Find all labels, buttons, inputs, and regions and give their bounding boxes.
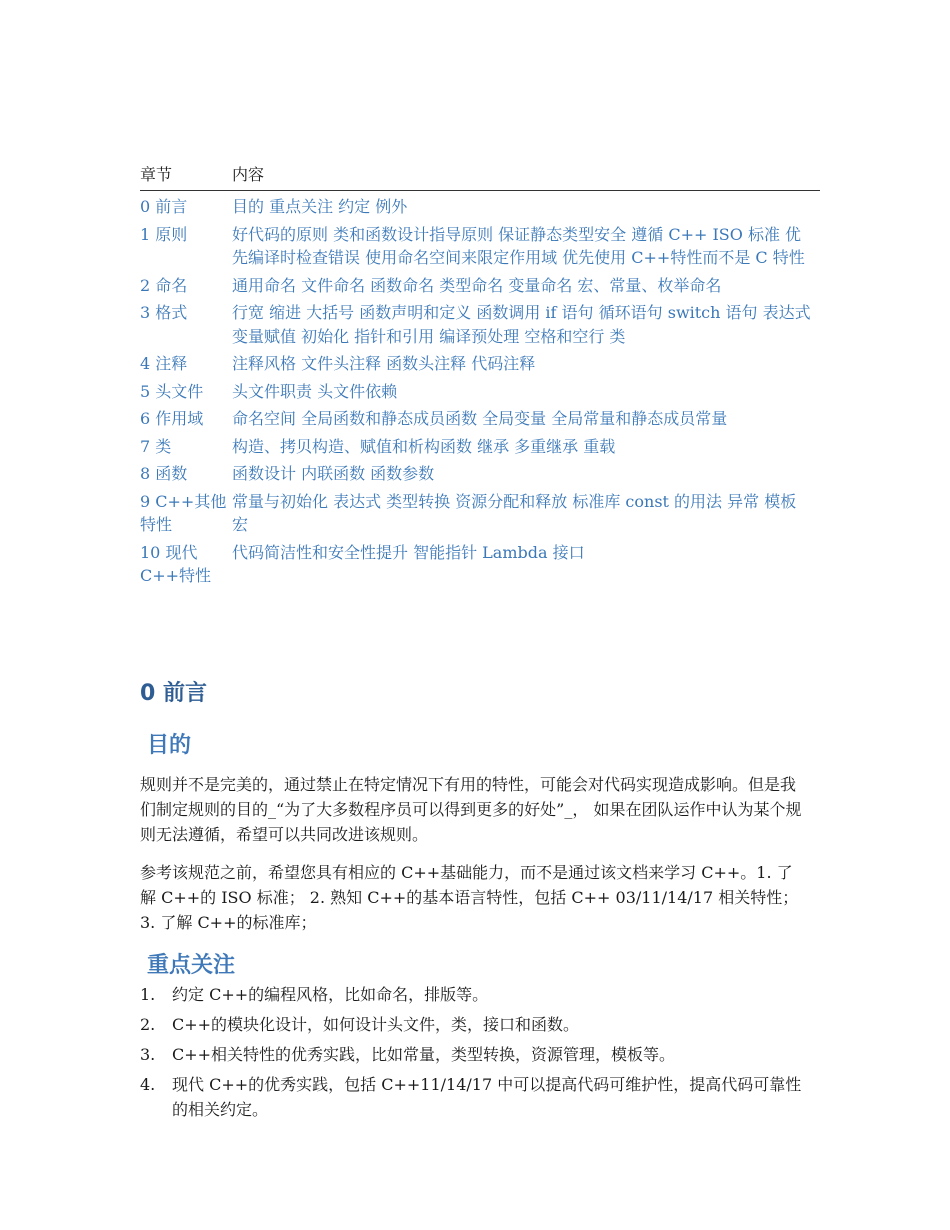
toc-header-chapter: 章节: [140, 165, 173, 184]
list-item-number: 4.: [140, 1075, 156, 1094]
toc-row[interactable]: [140, 380, 820, 404]
toc-content-link[interactable]: 好代码的原则 类和函数设计指导原则 保证静态类型安全 遵循 C++ ISO 标准 优先编译时检查错误 使用命名空间来限定作用域 优先使用 C++特性而不是 C 特性: [232, 224, 805, 267]
toc-content-link[interactable]: 通用命名 文件命名 函数命名 类型命名 变量命名 宏、常量、枚举命名: [232, 275, 722, 295]
list-item-text: C++相关特性的优秀实践，比如常量，类型转换，资源管理，模板等。: [172, 1045, 676, 1064]
toc-content-link[interactable]: 构造、拷贝构造、赋值和析构函数 继承 多重继承 重载: [232, 436, 616, 456]
toc-content-link[interactable]: 代码简洁性和安全性提升 智能指针 Lambda 接口: [232, 542, 585, 562]
list-item-text: 约定 C++的编程风格，比如命名，排版等。: [172, 985, 489, 1004]
toc-content-link[interactable]: 函数设计 内联函数 函数参数: [232, 464, 435, 483]
toc-row[interactable]: [140, 490, 820, 537]
toc-content-link[interactable]: 目的 重点关注 约定 例外: [232, 197, 408, 216]
toc-row[interactable]: [140, 301, 820, 348]
list-item: [140, 1012, 805, 1037]
toc-chapter-link[interactable]: 2 命名: [140, 275, 188, 295]
toc-chapter-link[interactable]: 0 前言: [140, 197, 188, 216]
toc-content-link[interactable]: 常量与初始化 表达式 类型转换 资源分配和释放 标准库 const 的用法 异常 模板 宏: [232, 491, 797, 534]
toc-row[interactable]: [140, 407, 820, 431]
list-item: [140, 1072, 805, 1122]
purpose-paragraph-2: 参考该规范之前，希望您具有相应的 C++基础能力，而不是通过该文档来学习 C++。1. 了解 C++的 ISO 标准； 2. 熟知 C++的基本语言特性，包括 C++ 03/11/14/17 相关特性； 3. 了解 C++的标准库；: [140, 863, 799, 932]
toc-table: [140, 160, 820, 588]
toc-row[interactable]: [140, 274, 820, 298]
toc-chapter-link[interactable]: 5 头文件: [140, 381, 204, 401]
toc-row[interactable]: [140, 462, 820, 486]
toc-header: [140, 160, 820, 191]
list-item-number: 3.: [140, 1045, 156, 1064]
toc-chapter-link[interactable]: 6 作用域: [140, 409, 204, 428]
toc-header-content: 内容: [232, 165, 265, 184]
list-item-number: 1.: [140, 985, 156, 1004]
list-item-number: 2.: [140, 1015, 156, 1034]
toc-row[interactable]: [140, 223, 820, 270]
list-item: [140, 982, 805, 1007]
toc-rows: [140, 195, 820, 588]
toc-content-link[interactable]: 注释风格 文件头注释 函数头注释 代码注释: [232, 354, 536, 373]
list-item-text: 现代 C++的优秀实践，包括 C++11/14/17 中可以提高代码可维护性，提高代码可靠性的相关约定。: [172, 1075, 802, 1119]
section-title: 0 前言: [140, 681, 207, 706]
purpose-heading: 目的: [147, 733, 192, 758]
toc-chapter-link[interactable]: 8 函数: [140, 464, 188, 483]
toc-chapter-link[interactable]: 10 现代 C++特性: [140, 542, 212, 585]
toc-chapter-link[interactable]: 7 类: [140, 436, 172, 456]
toc-row[interactable]: [140, 195, 820, 219]
toc-chapter-link[interactable]: 4 注释: [140, 354, 188, 373]
focus-heading: 重点关注: [147, 953, 236, 978]
toc-row[interactable]: [140, 352, 820, 376]
toc-row[interactable]: [140, 541, 820, 588]
list-item: [140, 1042, 805, 1067]
toc-chapter-link[interactable]: 3 格式: [140, 303, 188, 322]
toc-content-link[interactable]: 头文件职责 头文件依赖: [232, 381, 398, 401]
list-item-text: C++的模块化设计，如何设计头文件，类，接口和函数。: [172, 1015, 580, 1034]
toc-chapter-link[interactable]: 1 原则: [140, 224, 188, 244]
purpose-paragraph-1: 规则并不是完美的，通过禁止在特定情况下有用的特性，可能会对代码实现造成影响。但是我们制定规则的目的_“为了大多数程序员可以得到更多的好处”_， 如果在团队运作中认为某个规则无法遵循，希望可以共同改进该规则。: [140, 775, 802, 844]
toc-row[interactable]: [140, 435, 820, 459]
toc-content-link[interactable]: 行宽 缩进 大括号 函数声明和定义 函数调用 if 语句 循环语句 switch 语句 表达式 变量赋值 初始化 指针和引用 编译预处理 空格和空行 类: [232, 303, 811, 346]
toc-chapter-link[interactable]: 9 C++其他特性: [140, 491, 227, 534]
focus-list: [140, 982, 805, 1127]
toc-content-link[interactable]: 命名空间 全局函数和静态成员函数 全局变量 全局常量和静态成员常量: [232, 409, 728, 428]
